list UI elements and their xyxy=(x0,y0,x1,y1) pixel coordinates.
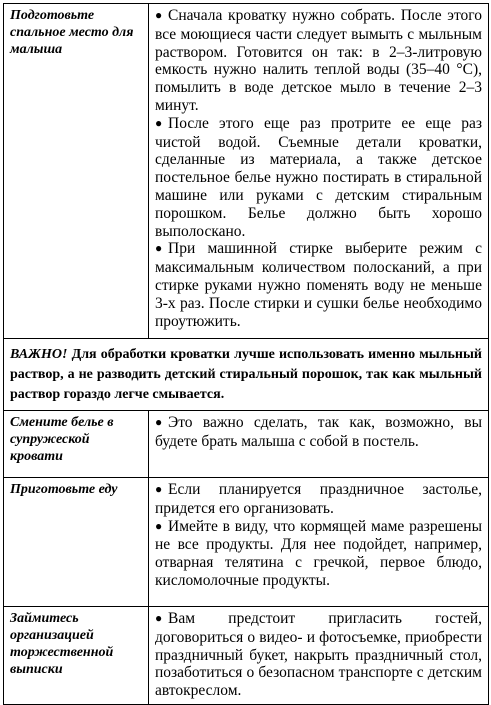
note-text: Для обработки кроватки лучше использовать именно мыльный раствор, а не разводить детский стиральный порошок, так как мыльный раствор гораздо легче смывается. xyxy=(10,347,482,402)
bullet-icon: ● xyxy=(155,482,163,496)
paragraph-text: При машинной стирке выберите режим с максимальным количеством полосканий, а при стирке руками нужно поменять воду не меньше 3-х раз. После стирки и сушки белье необходимо проутюжить. xyxy=(155,240,482,330)
table-row xyxy=(4,607,489,705)
paragraph-text: Вам предстоит пригласить гостей, договориться о видео- и фотосъемке, приобрести праздничный букет, накрыть праздничный стол, позаботиться о безопасном транспорте с детским автокреслом. xyxy=(155,610,482,700)
bullet-icon: ● xyxy=(155,241,163,256)
paragraph-text: После этого еще раз протрите ее еще раз чистой водой. Съемные детали кроватки, сделанные из материала, а также детское постельное белье нужно постирать в стиральной машине или руками с детским стиральным порошком. Белье должно быть хорошо выполоскано. xyxy=(155,114,482,240)
row-content xyxy=(149,4,489,339)
note-lead: ВАЖНО! xyxy=(10,347,68,362)
row-label: Приготовьте еду xyxy=(4,478,149,607)
bullet-icon: ● xyxy=(155,8,163,22)
bullet-paragraph xyxy=(155,7,482,115)
row-content xyxy=(149,478,489,607)
bullet-icon: ● xyxy=(155,415,163,429)
bullet-paragraph xyxy=(155,240,482,330)
bullet-icon: ● xyxy=(155,611,163,625)
important-note xyxy=(4,339,489,411)
table-row-note xyxy=(4,339,489,411)
paragraph-text: Имейте в виду, что кормящей маме разрешены не все продукты. Для нее подойдет, например, отварная телятина с гречкой, первое блюдо, кисломолочные продукты. xyxy=(155,517,482,589)
table-row xyxy=(4,478,489,607)
bullet-paragraph xyxy=(155,414,482,451)
row-content xyxy=(149,607,489,705)
bullet-icon: ● xyxy=(155,518,163,533)
row-label: Займитесь организацией торжественной выписки xyxy=(4,607,149,705)
table-row xyxy=(4,4,489,339)
paragraph-text: Если планируется праздничное застолье, придется его организовать. xyxy=(155,481,482,517)
paragraph-text: Это важно сделать, так как, возможно, вы будете брать малыша с собой в постель. xyxy=(155,414,482,450)
bullet-paragraph xyxy=(155,518,482,590)
row-label: Смените белье в супружеской кровати xyxy=(4,411,149,478)
row-content xyxy=(149,411,489,478)
bullet-icon: ● xyxy=(155,115,163,130)
row-label: Подготовьте спальное место для малыша xyxy=(4,4,149,339)
bullet-paragraph xyxy=(155,115,482,241)
bullet-paragraph xyxy=(155,610,482,700)
preparation-table xyxy=(3,3,489,705)
paragraph-text: Сначала кроватку нужно собрать. После этого все моющиеся части следует вымыть с мыльным раствором. Готовится он так: в 2–3-литровую емкость нужно налить теплой воды (35–40 °С), помылить в воде детское мыло в течение 2–3 минут. xyxy=(155,7,482,114)
bullet-paragraph xyxy=(155,481,482,518)
table-row xyxy=(4,411,489,478)
